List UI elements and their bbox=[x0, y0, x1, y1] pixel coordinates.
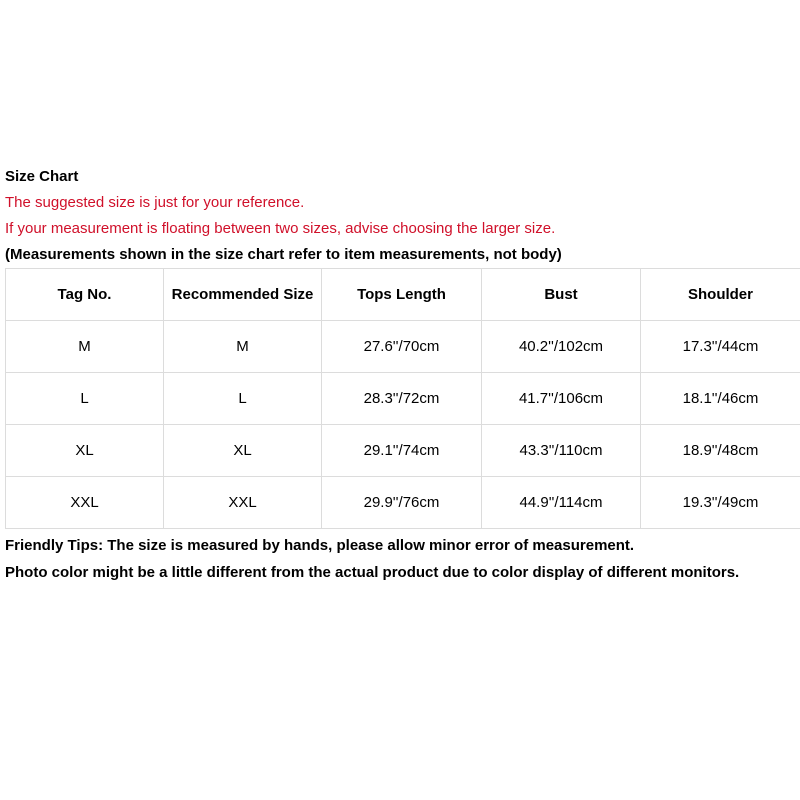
header-recommended-size: Recommended Size bbox=[164, 269, 322, 321]
page-title: Size Chart bbox=[5, 168, 79, 185]
measurement-note: (Measurements shown in the size chart refer to item measurements, not body) bbox=[5, 246, 562, 263]
header-shoulder: Shoulder bbox=[641, 269, 800, 321]
cell-tag-no: L bbox=[6, 373, 164, 425]
cell-tops-length: 28.3''/72cm bbox=[322, 373, 482, 425]
header-bust: Bust bbox=[482, 269, 641, 321]
cell-bust: 41.7''/106cm bbox=[482, 373, 641, 425]
table-row bbox=[6, 425, 800, 477]
table-header-row bbox=[6, 269, 800, 321]
cell-recommended-size: L bbox=[164, 373, 322, 425]
cell-bust: 43.3''/110cm bbox=[482, 425, 641, 477]
cell-recommended-size: XL bbox=[164, 425, 322, 477]
cell-shoulder: 18.9''/48cm bbox=[641, 425, 800, 477]
cell-bust: 40.2''/102cm bbox=[482, 321, 641, 373]
cell-shoulder: 18.1''/46cm bbox=[641, 373, 800, 425]
table-row bbox=[6, 321, 800, 373]
cell-tops-length: 29.9''/76cm bbox=[322, 477, 482, 529]
cell-tops-length: 29.1''/74cm bbox=[322, 425, 482, 477]
table-row bbox=[6, 373, 800, 425]
size-chart-section bbox=[5, 164, 797, 586]
header-tops-length: Tops Length bbox=[322, 269, 482, 321]
friendly-tip-measurement: Friendly Tips: The size is measured by hands, please allow minor error of measurement. bbox=[5, 537, 635, 554]
reference-note: The suggested size is just for your reference. bbox=[5, 194, 305, 211]
cell-tag-no: XXL bbox=[6, 477, 164, 529]
friendly-tips bbox=[5, 532, 797, 586]
cell-recommended-size: M bbox=[164, 321, 322, 373]
cell-tag-no: M bbox=[6, 321, 164, 373]
size-table bbox=[5, 268, 800, 529]
cell-shoulder: 19.3''/49cm bbox=[641, 477, 800, 529]
cell-tag-no: XL bbox=[6, 425, 164, 477]
cell-tops-length: 27.6''/70cm bbox=[322, 321, 482, 373]
cell-bust: 44.9''/114cm bbox=[482, 477, 641, 529]
floating-size-note: If your measurement is floating between two sizes, advise choosing the larger size. bbox=[5, 220, 556, 237]
cell-recommended-size: XXL bbox=[164, 477, 322, 529]
friendly-tip-color: Photo color might be a little different from the actual product due to color display of different monitors. bbox=[5, 564, 740, 581]
header-tag-no: Tag No. bbox=[6, 269, 164, 321]
table-row bbox=[6, 477, 800, 529]
cell-shoulder: 17.3''/44cm bbox=[641, 321, 800, 373]
